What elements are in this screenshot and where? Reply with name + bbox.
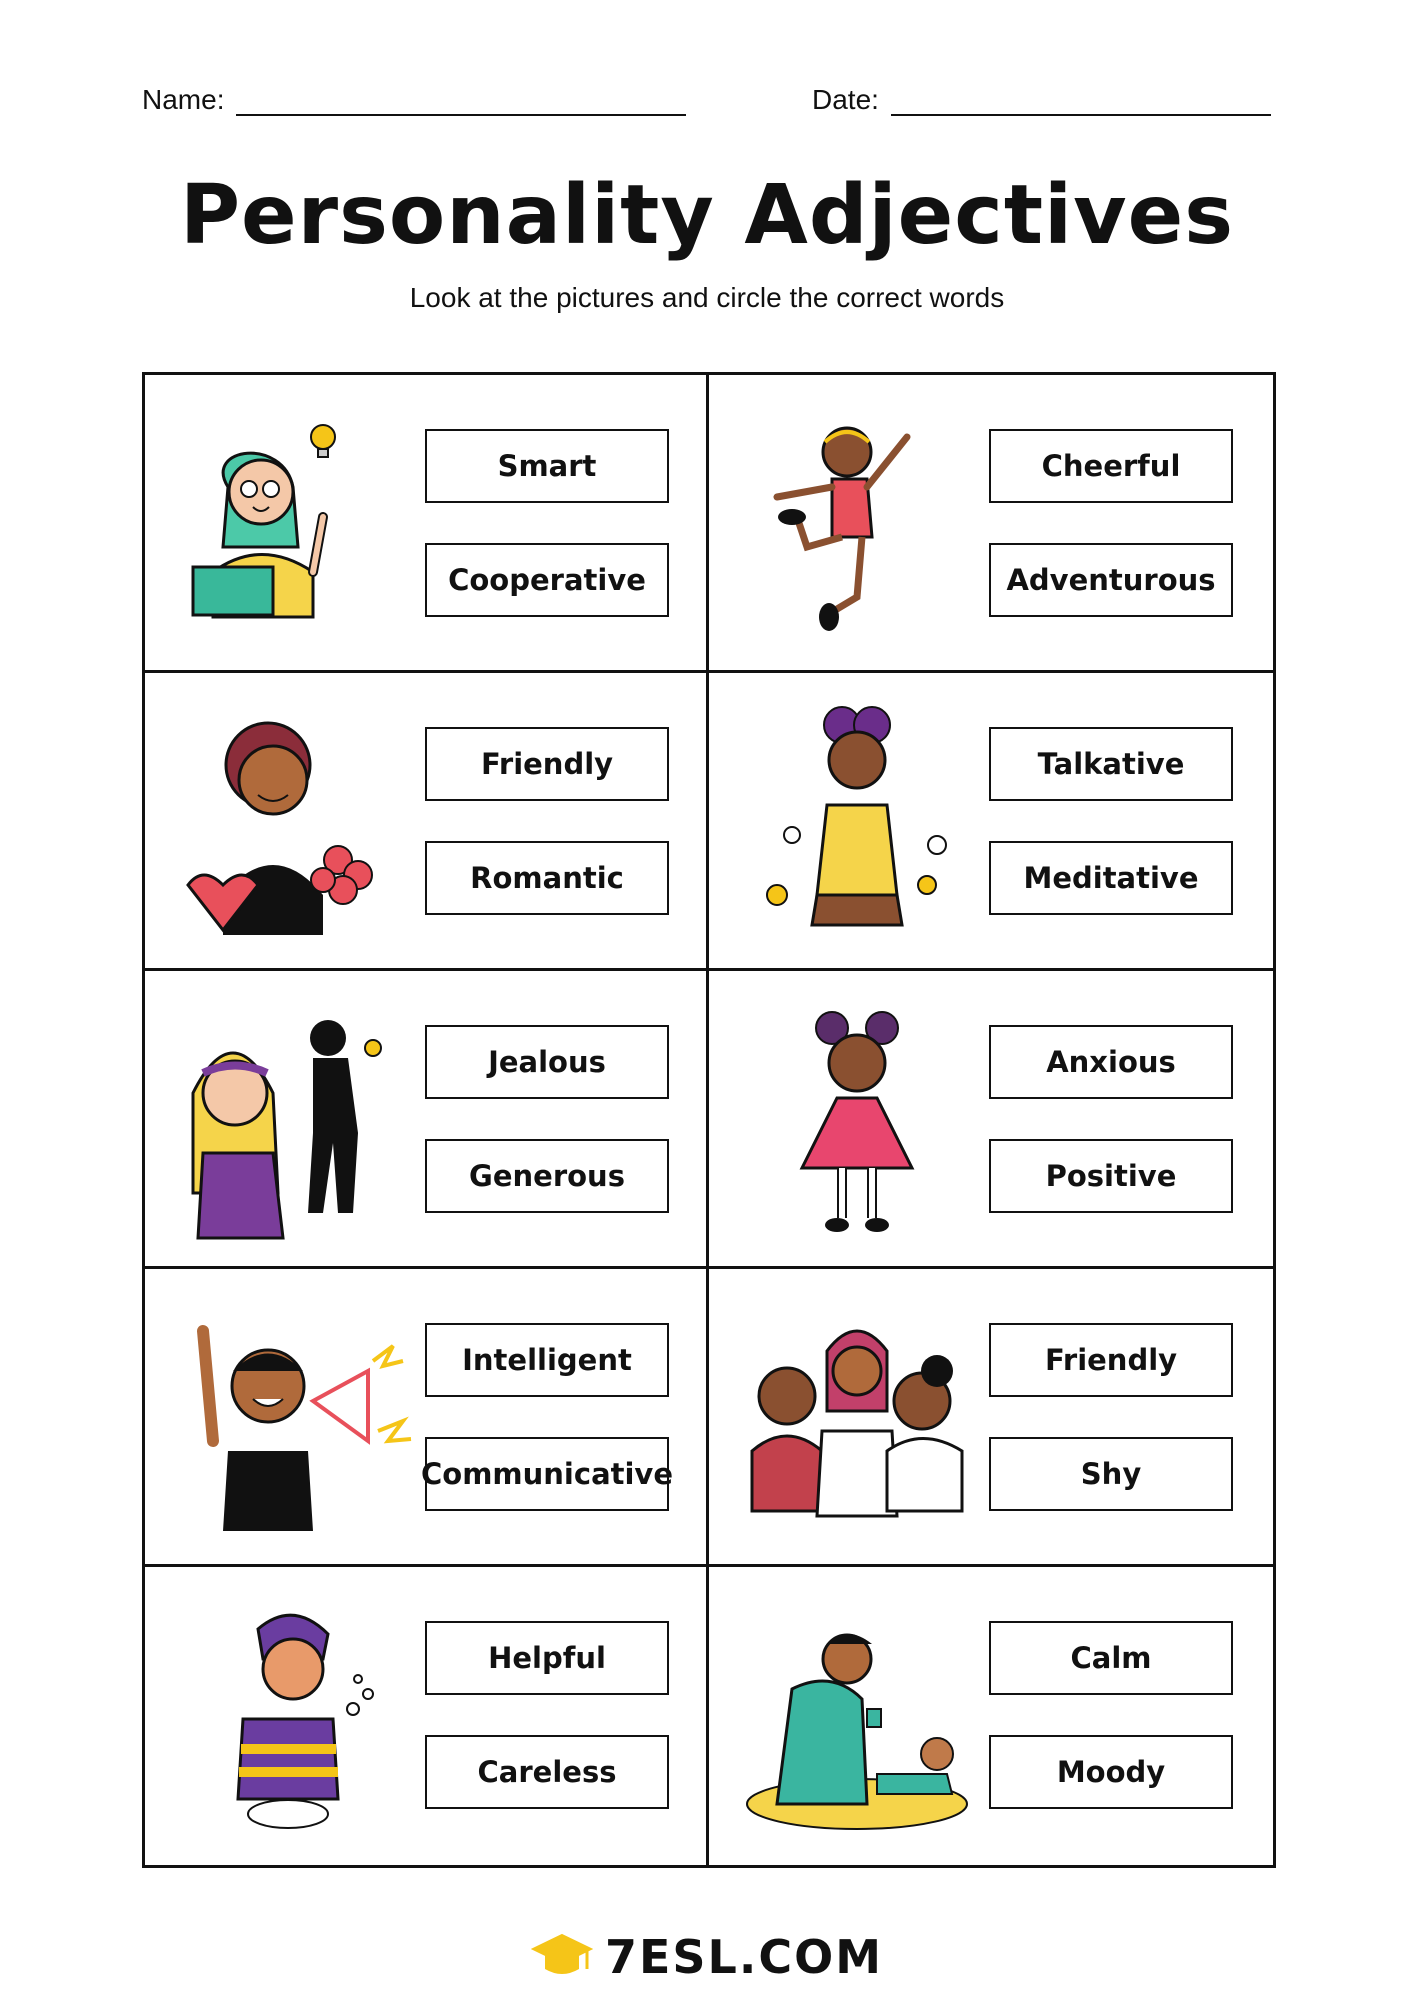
girl-reading-illustration	[173, 397, 413, 647]
boy-megaphone-illustration	[173, 1291, 413, 1541]
option-button[interactable]: Smart	[425, 429, 669, 503]
graduation-cap-icon	[531, 1931, 593, 1983]
boy-washing-dishes-illustration	[173, 1589, 413, 1839]
girl-meditating-illustration	[737, 695, 977, 945]
option-button[interactable]: Intelligent	[425, 1323, 669, 1397]
exercise-cell-1	[145, 375, 709, 673]
exercise-cell-6	[709, 971, 1273, 1269]
option-button[interactable]: Friendly	[425, 727, 669, 801]
option-button[interactable]: Friendly	[989, 1323, 1233, 1397]
exercise-cell-4	[709, 673, 1273, 971]
date-line[interactable]	[891, 84, 1271, 116]
name-line[interactable]	[236, 84, 686, 116]
boy-with-flowers-illustration	[173, 695, 413, 945]
option-button[interactable]: Cooperative	[425, 543, 669, 617]
date-label: Date:	[812, 84, 879, 115]
option-button[interactable]: Moody	[989, 1735, 1233, 1809]
option-button[interactable]: Meditative	[989, 841, 1233, 915]
option-button[interactable]: Generous	[425, 1139, 669, 1213]
option-button[interactable]: Jealous	[425, 1025, 669, 1099]
option-button[interactable]: Calm	[989, 1621, 1233, 1695]
name-field[interactable]	[142, 84, 686, 116]
friends-group-illustration	[737, 1291, 977, 1541]
jealous-girl-illustration	[173, 993, 413, 1243]
exercise-cell-3	[145, 673, 709, 971]
option-button[interactable]: Shy	[989, 1437, 1233, 1511]
exercise-cell-8	[709, 1269, 1273, 1567]
option-button[interactable]: Romantic	[425, 841, 669, 915]
exercise-cell-10	[709, 1567, 1273, 1865]
exercise-cell-7	[145, 1269, 709, 1567]
option-button[interactable]: Talkative	[989, 727, 1233, 801]
footer-logo	[0, 1930, 1414, 1984]
option-button[interactable]: Communicative	[425, 1437, 669, 1511]
option-button[interactable]: Careless	[425, 1735, 669, 1809]
option-button[interactable]: Positive	[989, 1139, 1233, 1213]
boy-caring-child-illustration	[737, 1589, 977, 1839]
page-subtitle: Look at the pictures and circle the correct words	[409, 282, 1005, 313]
exercise-cell-9	[145, 1567, 709, 1865]
girl-pink-dress-illustration	[737, 993, 977, 1243]
exercise-cell-2	[709, 375, 1273, 673]
exercise-cell-5	[145, 971, 709, 1269]
girl-jumping-illustration	[737, 397, 977, 647]
option-button[interactable]: Anxious	[989, 1025, 1233, 1099]
option-button[interactable]: Cheerful	[989, 429, 1233, 503]
option-button[interactable]: Adventurous	[989, 543, 1233, 617]
date-field[interactable]	[812, 84, 1271, 116]
exercise-grid	[142, 372, 1276, 1868]
name-label: Name:	[142, 84, 225, 115]
option-button[interactable]: Helpful	[425, 1621, 669, 1695]
page-title: Personality Adjectives	[179, 168, 1235, 263]
footer-brand: 7ESL.COM	[605, 1930, 883, 1984]
